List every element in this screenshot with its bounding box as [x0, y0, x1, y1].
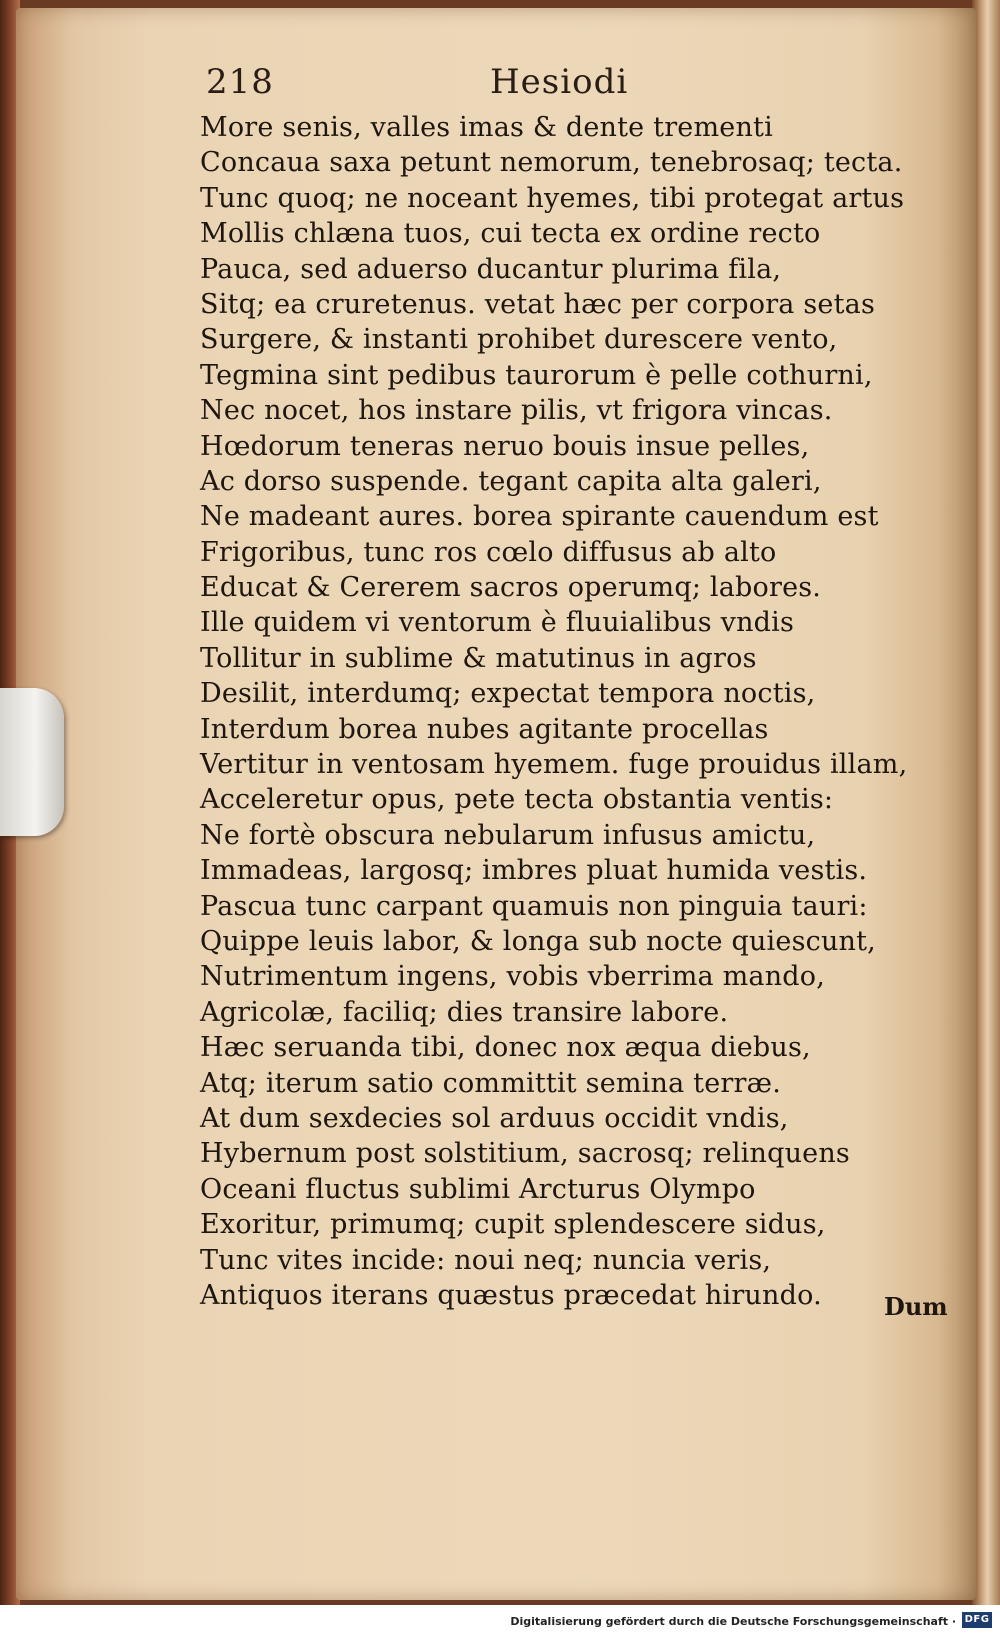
verse-line: Agricolæ, faciliq; dies transire labore.: [200, 996, 729, 1028]
dfg-logo: DFG: [962, 1612, 992, 1628]
verse-line: Tunc quoq; ne noceant hyemes, tibi protegat artus: [200, 182, 905, 214]
verse-line: Pauca, sed aduerso ducantur plurima fila,: [200, 253, 782, 285]
verse-line: Mollis chlæna tuos, cui tecta ex ordine recto: [200, 218, 821, 250]
page-number: 218: [206, 62, 274, 102]
verse-line: Nec nocet, hos instare pilis, vt frigora vincas.: [200, 395, 833, 427]
verse-line: Atq; iterum satio committit semina terræ.: [200, 1067, 781, 1099]
verse-line: Interdum borea nubes agitante procellas: [200, 713, 769, 745]
verse-line: Acceleretur opus, pete tecta obstantia ventis:: [200, 784, 834, 816]
catchword: Dum: [884, 1292, 948, 1321]
verse-line: Tegmina sint pedibus taurorum è pelle cothurni,: [200, 359, 873, 391]
digitization-credit: Digitalisierung gefördert durch die Deutsche Forschungsgemeinschaft ·: [510, 1615, 956, 1628]
bookmark-tab: [0, 688, 64, 836]
verse-line: Hæc seruanda tibi, donec nox æqua diebus,: [200, 1032, 811, 1064]
verse-line: Antiquos iterans quæstus præcedat hirundo.: [200, 1279, 822, 1311]
verse-line: Concaua saxa petunt nemorum, tenebrosaq; tecta.: [200, 147, 903, 179]
verse-line: Nutrimentum ingens, vobis vberrima mando,: [200, 961, 826, 993]
facing-page-edge: [972, 0, 1000, 1605]
verse-line: More senis, valles imas & dente trementi: [200, 112, 773, 143]
verse-block: [200, 110, 940, 1313]
verse-line: Pascua tunc carpant quamuis non pinguia tauri:: [200, 890, 868, 922]
verse-line: Ille quidem vi ventorum è fluuialibus vndis: [200, 607, 795, 639]
verse-line: Desilit, interdumq; expectat tempora noctis,: [200, 678, 816, 710]
verse-line: Sitq; ea cruretenus. vetat hæc per corpora setas: [200, 288, 876, 320]
verse-line: Immadeas, largosq; imbres pluat humida vestis.: [200, 855, 868, 887]
verse-line: Ne fortè obscura nebularum infusus amictu,: [200, 819, 816, 851]
verse-line: Frigoribus, tunc ros cœlo diffusus ab alto: [200, 536, 777, 568]
verse-line: Educat & Cererem sacros operumq; labores.: [200, 572, 822, 604]
verse-line: Hœdorum teneras neruo bouis insue pelles,: [200, 430, 810, 462]
running-head: Hesiodi: [490, 62, 629, 102]
verse-line: At dum sexdecies sol arduus occidit vndis,: [200, 1102, 789, 1134]
verse-line: Hybernum post solstitium, sacrosq; relinquens: [200, 1138, 850, 1170]
verse-line: Surgere, & instanti prohibet durescere vento,: [200, 324, 838, 356]
verse-line: Ac dorso suspende. tegant capita alta galeri,: [200, 465, 822, 497]
verse-line: Tollitur in sublime & matutinus in agros: [200, 642, 757, 674]
verse-line: Tunc vites incide: noui neq; nuncia veris,: [200, 1244, 772, 1276]
verse-line: Oceani fluctus sublimi Arcturus Olympo: [200, 1173, 756, 1205]
verse-line: Ne madeant aures. borea spirante cauendum est: [200, 501, 879, 533]
verse-line: Exoritur, primumq; cupit splendescere sidus,: [200, 1209, 826, 1241]
verse-line: Vertitur in ventosam hyemem. fuge prouidus illam,: [200, 749, 908, 781]
verse-line: Quippe leuis labor, & longa sub nocte quiescunt,: [200, 925, 876, 957]
